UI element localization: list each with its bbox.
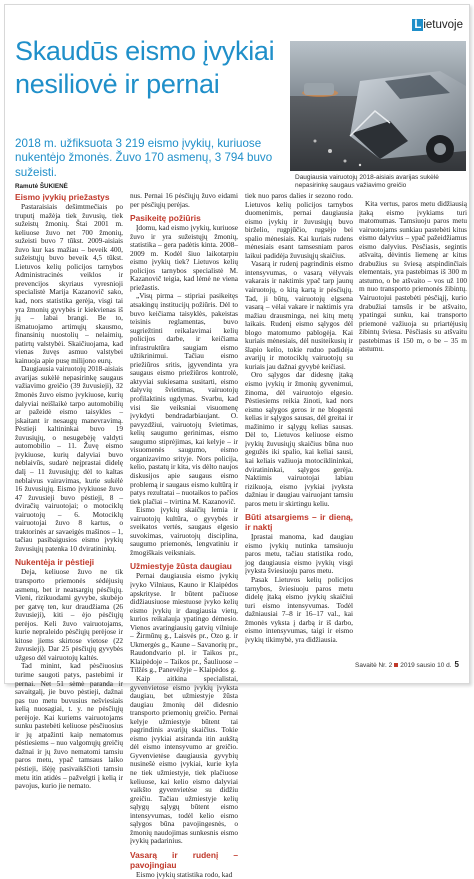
body-paragraph: Vasarą ir rudenį pagrindinis eismo intensyvumas, o vasarą vėlyvais vakarais ir naktimis ypač tarp jaunų vairuotojų, o kitą kartą ir pėsčiųjų. Tad, ji būtų, vairuotojų elgsena vasarą – vėlai vakare ir naktimis yra mažiau drausminga, nei kitų metų laikais. Rudenį eismo sąlygos dėl blogo matomumo pablogėja. Kai kuriais mėnesiais, dėl nusiteikusių ir šlapio kelio, tokie ruduo padidėja avarijų ir motociklų vairuotojų su kuriais jau dažnai gyvybė keičiasi. bbox=[245, 259, 353, 371]
article-photo bbox=[290, 41, 466, 171]
body-paragraph: Įdomu, kad eismo įvykių, kuriuose žuvo ir yra sužeistųjų žmonių, statistika – gera padėtis kinta. 2008–2009 m. Kodėl šiuo laikotarpiu eismo įvykių tiek? Lietuvos kelių policijos tarnybos specialistė M. Kazanovič teigia, kad lėmė ne viena priežastis. bbox=[130, 223, 238, 292]
body-paragraph: Pernai daugiausia eismo įvykių įvyko Vilniaus, Kauno ir Klaipėdos apskrityse. Ir būtent pačiuose didžiausiuose miestuose įvyko kelių eismo įvykių ir daugiausia vietų, kurios reikalauja ypatingo dėmesio. Vienos avaringiausių gatvių vilniuje – Žirmūnų g., Laisvės pr., Ozo g. ir Ukmergės g., Kaune – Savanorių pr., Raudondvario pl. ir Taikos pr., Klaipėdoje – Taikos pr., Šauliuose – Tilžės g., Panevėžyje – Klaipėdos g. bbox=[130, 571, 238, 675]
body-paragraph: Pasak Lietuvos kelių policijos tarnybos, šviesiuoju paros metu didelę įtaką eismo įvykių skaičiui turi eismo intensyvumas. Todėl dažniausiai 7–8 ir 16–17 val., kai žmonės vyksta į darbą ir iš darbo, eismo intensyvumas, taigi ir eismo įvykių tikimybė, yra didžiausia. bbox=[245, 574, 353, 644]
article-lead: 2018 m. užfiksuota 3 219 eismo įvykių, kuriuose nukentėjo žmonės. Žuvo 170 asmenų, 3 794 buvo sužeisti. bbox=[15, 137, 273, 179]
section-tag bbox=[412, 19, 463, 31]
body-paragraph: Eismo įvykių statistika rodo, kad bbox=[136, 869, 233, 879]
footer-date: 2019 sausio 10 d. bbox=[400, 662, 452, 669]
body-paragraph: Kita vertus, paros metu didžiausią įtaką eismo įvykiams turi matomumas. Tamsiuoju paros metu vairuotojams sunkiau pastebėti kitus eismo dalyvius – ypač pažeidžiamus eismo dalyvius. Pėsčiasis, segintis atšvaitą, dėvintis liemenę ar kitus drabužius su šviesą atspindinčiais elementais, yra pastebimas iš 300 m atstumo, o be atšvaito – vos už 100 m nuo transporto priemonės žibintų. Vairuotojui pastebėti pėsčiąjį, kurio drabužiai tamsūs ir be atšvaito, ypatingai sunku, kai transporto priemonė važiuoja su priartėjusių žibintų šviesa. Pėsčiasis su atšvaitu pastebimas iš 150 m, o be – 35 m atstumu. bbox=[359, 199, 467, 354]
footer-separator-icon bbox=[394, 663, 398, 667]
body-paragraph: Oro sąlygos dar didesnę įtaką eismo įvykių ir žmonių gyvenimui, žinoma, dėl vairuotojo elgesio. Pėstiesiems reikia žinoti, kad nors eismo sąlygos geros ir ne blogesni kelias ir sąlygos sausas, dėl greitai ir mažinimo ir sąlygų kelias sausas. Dėl to, Lietuvos keliuose eismo įvykių žuvusiųjų skaičius būna nuo gegužės iki spalio, kai keliai sausi, kai keliais važiuoja motociklininkai, dviratininkai, sąlygos gerėja. Naktimis vairuotojai labiau rizikuoja, eismo įvykiai įvyksta dažniau ir daugiau vairuojant tamsiu paros metu ir skirtingu keliu. bbox=[245, 370, 353, 508]
body-paragraph: „Visų pirma – stipriai pasikeitęs atsakingų institucijų požiūris. Dėl to buvo keičiama taisyklės, pakeistas teisinis reglamentas, buvo sugriežtinti reikalavimai kelių policijos darbe, ir keičiama infrastruktūra saugiam eismo užtikrinimui. Tačiau eismo priežiūros sritis, įgyvendinta yra saugaus eismo priežiūros kontrolė, aktyviai sukiesama susitarti, eismo dalyvių švietimas, vairuotojų profilaktinis ugdymas. Svarbu, kad visi šie veiksniai visuomenę įvykdyti bendradarbiaujant. O. pavyzdžiui, vairuotojų švietimas, kelių saugumo gerinimas, eismo saugumo stiprėjimas, kai kelyje – ir visuomenės saugumo, eismo organizavimo srityje. Nors policija, kelio, pastatų ir kita, vis dėlto naujos diskusijos apie saugaus eismo problemą ir saugaus eismo kultūrą ir patys rezultatai – nuotaikos to pačios tiek plačiai – tvirtina M. Kazanovič. bbox=[130, 291, 239, 506]
body-paragraph: tiek nuo paros dalies ir sezono rodo. Lietuvos kelių policijos tarnybos duomenimis, pernai daugiausia eismo įvykių ir žuvusiųjų buvo birželio, rugpjūčio, rugsėjo bei spalio mėnesiais. Kai kuriais rudens mėnesiais esant tamsesniam paros laikui padidėja žuvusiųjų skaičius. bbox=[245, 191, 353, 260]
section-heading: Užmiestyje žūsta daugiau bbox=[130, 561, 232, 572]
section-heading: Nukentėja ir pėstieji bbox=[15, 557, 95, 568]
body-paragraph: Eismo įvykių skaičių lemia ir vairuotojų kultūra, o gyvybės ir sveikatos vertės, saugaus elgesio suvokimas, vairuotojų disciplina, saugumo priemonės, lengvatiniu ir žmogiškais veiksniais. bbox=[130, 505, 238, 557]
photo-caption: Daugiausia vairuotojų 2018-aisiais avarijas sukėlė nepasirinkę saugaus važiavimo greičio bbox=[295, 174, 439, 189]
body-paragraph: nus. Pernai 16 pėsčiųjų žuvo eidami per pėsčiųjų perėjas. bbox=[130, 191, 238, 209]
section-tag-text: ietuvoje bbox=[423, 19, 463, 31]
body-paragraph: Įprastai manoma, kad daugiau eismo įvykių nutinka tamsiuoju paros metu, tačiau statistika rodo, jog daugiausia eismo įvykių visgi įvyksta šviesiuoju paros metu. bbox=[245, 532, 353, 576]
section-heading: Vasarą ir rudenį – pavojingiau bbox=[130, 849, 238, 870]
page-number: 5 bbox=[454, 660, 459, 669]
body-paragraph: Kaip aitkina specialistai, gyvenvietose eismo įvykių įvyksta daugiau, bet užmiestyje žūsta daugiau žmonių dėl didesnio transporto priemonių greičio. Pernai kelyje užmiestyje būtent tai pagrindinis avarijų skaičius. Tokie eismo įvykiai atsiranda itin aukštą dėl eismo intensyvumo ar greičio. Gyvenvietėse daugiausia gyvybių nusinešė eismo įvykiai, kurie kyla ne tiek užmiestyje, tiek plačiuose keliuose, kai kelio eismo dalyviai vaikšto gyvenvietėse su didžiu greičiu. Tačiau užmiestyje kelių sąlygų sąlygų būtent eismo intensyvumas, todėl kelio eismo sąlygos būna pavojingesnės, o žmonių naudojimas sunkesnis eismo įvykių padarinius. bbox=[130, 673, 238, 846]
body-paragraph: Pastaraisiais dešimtmečiais po truputį mažėja tiek žuvusių, tiek sužeistų žmonių. Štai 2001 m. keliuose žuvo net 700 žmonių, sužeisti buvo 7 tūkst. 2009-aisiais žuvo kur kas mažiau – beveik 400, sužeistųjų buvo beveik 4,5 tūkst. Lietuvos kelių policijos tarnybos Administracinės veiklos ir prevencijos skyriaus vyresnioji specialistė Marija Kazanovič sako, kad, nors statistika gerėja, visgi tai yra žmonių gyvybės ir kiekvienas iš jų – labai brangi. Be to, išmatuojamo artimųjų skausmo, finansinių nuostolių – nelaimių, patirtų valstybėi. Skaičiuojama, kad vienas žuvęs asmuo valstybei kainuoja apie pusę milijono eurų. bbox=[15, 202, 123, 365]
article-column-4 bbox=[359, 200, 467, 658]
magazine-page bbox=[4, 4, 470, 879]
article-column-1 bbox=[15, 192, 123, 791]
page-footer bbox=[355, 660, 459, 669]
article-headline: Skaudūs eismo įvykiai nesiliovė ir pernai bbox=[15, 36, 275, 99]
section-tag-letter: L bbox=[414, 19, 422, 31]
article-author: Ramutė ŠUKIENĖ bbox=[15, 183, 68, 190]
body-paragraph: Daugiausia vairuotojų 2018-aisiais avarijas sukėlė nepasirinkę saugaus važiavimo greičio (39 žuvusieji), 32 žmonės žuvo eismo įvykiuose, kurių dalyviai neišlaikė tarpo automobilių ar pažeidė eismo taisykles – įskaitant ir nesaugų manevravimą. Pėstieji kaltininkai buvo 19 žuvusiųjų, o nesugebėję valdyti automobilio – 11. Žuvę eismo įvykiuose, kurių dalyviai buvo neblaivūs, sudarė neįprastai didelę dalį – 11 žuvusiųjų; dėl to kaltas neblaivus vairavimas, kurie sukėlė 16 žuvusiųjų. Eismo įvykiuose žuvo 47 žuvusieji buvo pėstieji, 8 – dviračių vairuotojai; o motociklų vairuotojų – 6. Motociklų vairuotojai žuvo 8 kartus, o traktorinės ar savaeigės mašinos – 1, tačiau pasibaigusios eismo įvykių žuvusiųjų patenka 10 dviratininkų. bbox=[15, 364, 123, 553]
article-column-2 bbox=[130, 191, 239, 879]
article-column-3 bbox=[245, 192, 353, 658]
body-paragraph: Deja, keliuose žuvo ne tik transporto priemonės sėdėjusių asmenų, bet ir neatsargių pėsčiųjų. Vieni, rizikuodami gyvybe, skubėjo per gatvę ten, kur draudžiama (26 žuvusieji), kiti – ėjo pėsčiųjų perėjos. Keli žuvo vairuotojams, kurie nepraleido pėsčiųjų perėjose ir kitose jiems skirtose vietose (22 žuvusieji). Dar 25 pėsčiųjų gyvybės užgeso dėl vairuotojų kaltės. bbox=[15, 567, 123, 662]
body-paragraph: Tad minint, kad pėsčiuosius turime saugoti patys, pastebimi ir pernai. Net 51 sėmė paranda ir savaitgalį, jie buvo pėstieji, dažnai pas tuo metu buvusius nešviesiais kelią nuosagiai, t. y. ne pėsčiųjų perėjoje. Kai kuriems vairuotojams sunku pastebėti keliuose pėsčiuosius ir jų atpažinti kaip nematomus pėstiesiems – nuo valgomųjų greičių dažnai ir jų žuvo nematomi tamsiu paros metu, ypač tamsaus laiko pėstieji, išėję pasivaikščioti tamsiu metu itin atidės – pažvelgti į kelią ir pavojus, kurio jie nemato. bbox=[15, 661, 123, 791]
section-heading: Pasikeitę požiūris bbox=[130, 213, 201, 224]
footer-issue: Savaitė Nr. 2 bbox=[355, 662, 393, 669]
section-heading: Būti atsargiems – ir dieną, ir naktį bbox=[245, 512, 353, 533]
section-heading: Eismo įvykių priežastys bbox=[15, 192, 110, 202]
crashed-car-image bbox=[290, 41, 466, 171]
